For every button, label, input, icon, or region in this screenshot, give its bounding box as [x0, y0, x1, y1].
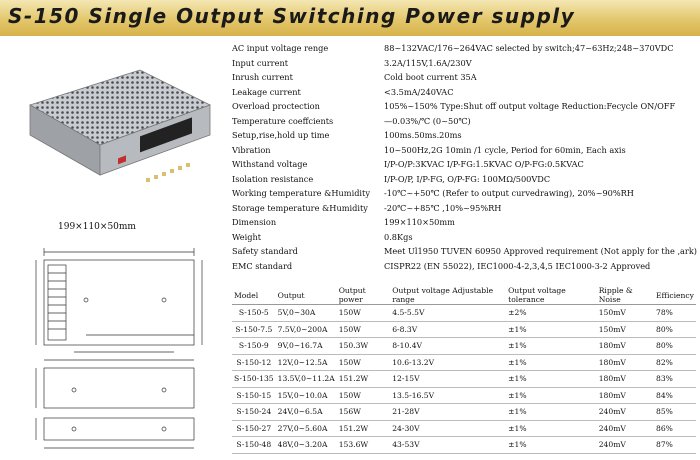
table-cell: S-150-27	[232, 420, 276, 437]
spec-value: -20℃~+85℃ ,10%~95%RH	[384, 202, 502, 213]
table-cell: ±1%	[506, 338, 597, 355]
dimension-caption: 199×110×50mm	[58, 222, 136, 232]
spec-row	[232, 259, 694, 274]
table-cell: 150W	[337, 387, 391, 404]
spec-label: Withstand voltage	[232, 159, 308, 169]
spec-row	[232, 114, 694, 129]
table-cell: 86%	[654, 420, 696, 437]
spec-label: Safety standard	[232, 246, 298, 256]
table-cell: 150mV	[597, 321, 654, 338]
table-cell: 153.6W	[337, 437, 391, 454]
spec-row	[232, 230, 694, 245]
column-header: Output	[276, 286, 337, 305]
column-header: Output voltage Adjustable range	[390, 286, 506, 305]
spec-row	[232, 70, 694, 85]
table-cell: 150mV	[597, 305, 654, 322]
spec-row	[232, 186, 694, 201]
model-table	[232, 286, 696, 454]
table-cell: 8-10.4V	[390, 338, 506, 355]
table-cell: 80%	[654, 338, 696, 355]
table-row	[232, 404, 696, 421]
table-cell: 150W	[337, 354, 391, 371]
table-cell: 240mV	[597, 437, 654, 454]
spec-row	[232, 99, 694, 114]
table-cell: 24V,0~6.5A	[276, 404, 337, 421]
table-cell: 78%	[654, 305, 696, 322]
spec-label: Dimension	[232, 217, 277, 227]
table-cell: ±1%	[506, 437, 597, 454]
column-header: Output power	[337, 286, 391, 305]
table-cell: S-150-24	[232, 404, 276, 421]
table-cell: 180mV	[597, 338, 654, 355]
table-cell: 180mV	[597, 354, 654, 371]
table-cell: 240mV	[597, 404, 654, 421]
table-cell: 43-53V	[390, 437, 506, 454]
table-cell: 150W	[337, 321, 391, 338]
table-cell: 151.2W	[337, 420, 391, 437]
table-cell: 156W	[337, 404, 391, 421]
spec-label: Inrush current	[232, 72, 293, 82]
table-row	[232, 354, 696, 371]
spec-row	[232, 201, 694, 216]
spec-value: 100ms.50ms.20ms	[384, 130, 462, 140]
spec-row	[232, 244, 697, 259]
spec-value: 10~500Hz,2G 10min /1 cycle, Period for 60min, Each axis	[384, 144, 626, 155]
table-cell: ±1%	[506, 321, 597, 338]
table-cell: ±2%	[506, 305, 597, 322]
spec-row	[232, 172, 694, 187]
spec-value: Meet Ul1950 TUVEN 60950 Approved requirement (Not apply for the ,ark)	[384, 246, 697, 256]
table-cell: 150W	[337, 305, 391, 322]
table-row	[232, 321, 696, 338]
column-header: Efficiency	[654, 286, 696, 305]
spec-list	[232, 41, 697, 273]
spec-value: -10℃~+50℃ (Refer to output curvedrawing), 20%~90%RH	[384, 188, 634, 198]
spec-value: 88~132VAC/176~264VAC selected by switch;47~63Hz;248~370VDC	[384, 43, 674, 53]
spec-value: I/P-O/P:3KVAC I/P-FG:1.5KVAC O/P-FG:0.5KVAC	[384, 159, 584, 169]
table-cell: S-150-12	[232, 354, 276, 371]
table-cell: 27V,0~5.60A	[276, 420, 337, 437]
table-cell: 87%	[654, 437, 696, 454]
spec-value: 199×110×50mm	[384, 217, 455, 227]
table-cell: 83%	[654, 371, 696, 388]
spec-value: I/P-O/P, I/P-FG, O/P-FG: 100MΩ/500VDC	[384, 173, 551, 184]
title-banner	[0, 0, 700, 36]
table-cell: ±1%	[506, 354, 597, 371]
table-cell: S-150-135	[232, 371, 276, 388]
table-cell: S-150-7.5	[232, 321, 276, 338]
spec-label: Weight	[232, 231, 262, 242]
table-cell: 5V,0~30A	[276, 305, 337, 322]
spec-value: Cold boot current 35A	[384, 72, 477, 82]
table-cell: S-150-48	[232, 437, 276, 454]
table-cell: 240mV	[597, 420, 654, 437]
spec-label: Leakage current	[232, 86, 301, 97]
table-cell: 24-30V	[390, 420, 506, 437]
table-cell: 84%	[654, 387, 696, 404]
table-cell: 6-8.3V	[390, 321, 506, 338]
spec-label: Isolation resistance	[232, 173, 314, 184]
column-header: Ripple & Noise	[597, 286, 654, 305]
table-cell: 180mV	[597, 387, 654, 404]
spec-label: Storage temperature &Humidity	[232, 202, 368, 213]
spec-row	[232, 215, 694, 230]
table-header-row	[232, 286, 696, 305]
table-row	[232, 387, 696, 404]
table-cell: S-150-9	[232, 338, 276, 355]
spec-label: EMC standard	[232, 260, 293, 271]
spec-row	[232, 56, 694, 71]
page-title: S-150 Single Output Switching Power supply	[8, 4, 576, 28]
table-cell: 150.3W	[337, 338, 391, 355]
column-header: Output voltage tolerance	[506, 286, 597, 305]
table-cell: 13.5-16.5V	[390, 387, 506, 404]
spec-row	[232, 128, 694, 143]
mechanical-drawing	[14, 240, 224, 455]
table-row	[232, 371, 696, 388]
table-cell: 151.2W	[337, 371, 391, 388]
spec-row	[232, 85, 694, 100]
table-cell: 15V,0~10.0A	[276, 387, 337, 404]
spec-row	[232, 143, 694, 158]
spec-row	[232, 41, 694, 56]
table-cell: ±1%	[506, 420, 597, 437]
table-cell: 82%	[654, 354, 696, 371]
spec-value: CISPR22 (EN 55022), IEC1000-4-2,3,4,5 IEC1000-3-2 Approved	[384, 260, 651, 271]
table-row	[232, 338, 696, 355]
table-row	[232, 305, 696, 322]
spec-label: Overload proctection	[232, 101, 320, 111]
table-cell: S-150-15	[232, 387, 276, 404]
spec-label: Setup,rise,hold up time	[232, 130, 330, 140]
spec-value: <3.5mA/240VAC	[384, 86, 454, 97]
spec-label: Input current	[232, 57, 289, 68]
table-cell: 9V,0~16.7A	[276, 338, 337, 355]
table-cell: ±1%	[506, 371, 597, 388]
spec-label: AC input voltage renge	[232, 43, 329, 53]
table-cell: 85%	[654, 404, 696, 421]
table-cell: 7.5V,0~200A	[276, 321, 337, 338]
column-header: Model	[232, 286, 276, 305]
product-photo	[20, 50, 215, 210]
spec-label: Temperature coeffcients	[232, 115, 334, 126]
table-cell: 12V,0~12.5A	[276, 354, 337, 371]
table-cell: 48V,0~3.20A	[276, 437, 337, 454]
table-cell: ±1%	[506, 404, 597, 421]
spec-label: Vibration	[232, 144, 271, 155]
spec-value: —0.03%/℃ (0~50℃)	[384, 115, 471, 126]
table-cell: 10.6-13.2V	[390, 354, 506, 371]
table-cell: 13.5V,0~11.2A	[276, 371, 337, 388]
spec-value: 0.8Kgs	[384, 231, 413, 242]
table-cell: 80%	[654, 321, 696, 338]
table-cell: 21-28V	[390, 404, 506, 421]
table-cell: ±1%	[506, 387, 597, 404]
table-cell: S-150-5	[232, 305, 276, 322]
spec-value: 3.2A/115V,1.6A/230V	[384, 57, 472, 68]
spec-row	[232, 157, 694, 172]
spec-label: Working temperature &Humidity	[232, 188, 370, 198]
table-cell: 12-15V	[390, 371, 506, 388]
table-row	[232, 437, 696, 454]
table-cell: 180mV	[597, 371, 654, 388]
table-row	[232, 420, 696, 437]
table-cell: 4.5-5.5V	[390, 305, 506, 322]
spec-value: 105%~150% Type:Shut off output voltage Reduction:Fecycle ON/OFF	[384, 101, 676, 111]
